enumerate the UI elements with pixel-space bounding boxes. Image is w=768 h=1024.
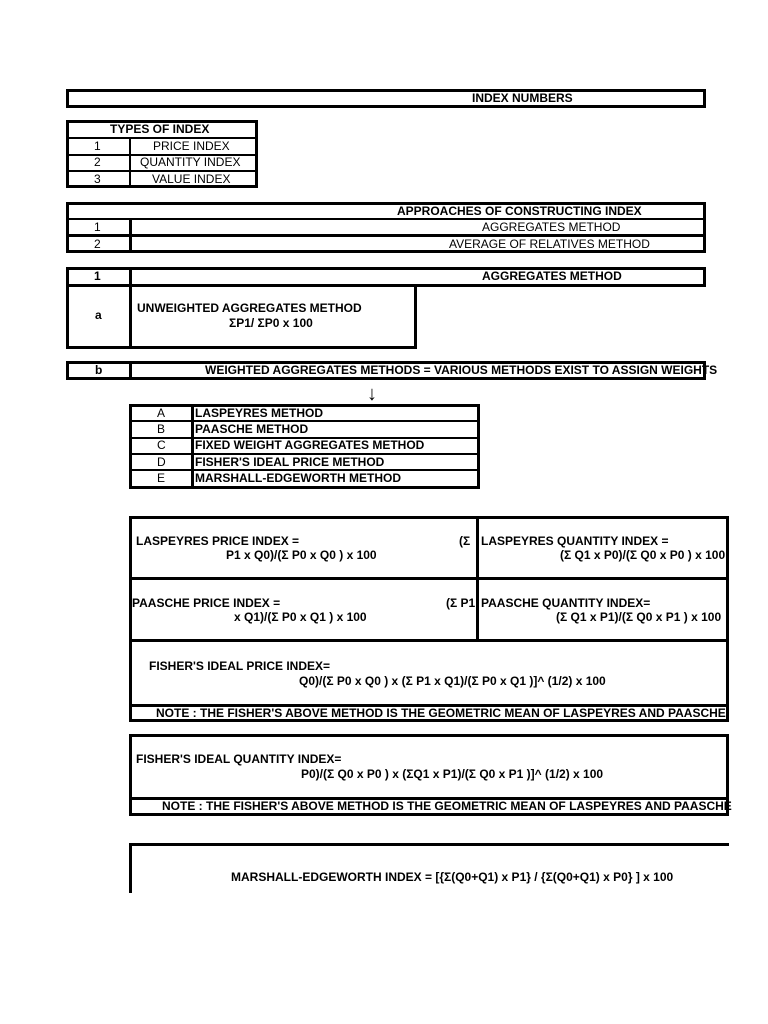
- approaches-num: 1: [94, 220, 101, 234]
- types-label: PRICE INDEX: [153, 139, 230, 153]
- title-bar: [66, 89, 706, 108]
- marshall-formula: MARSHALL-EDGEWORTH INDEX = [{Σ(Q0+Q1) x P1} / {Σ(Q0+Q1) x P0} ] x 100: [231, 870, 674, 884]
- page-title: INDEX NUMBERS: [472, 91, 573, 105]
- unweighted-formula: ΣP1/ ΣP0 x 100: [229, 316, 313, 330]
- approaches-num: 2: [94, 237, 101, 251]
- types-num: 3: [94, 172, 101, 186]
- approaches-header: APPROACHES OF CONSTRUCTING INDEX: [397, 204, 642, 218]
- types-header: TYPES OF INDEX: [110, 122, 210, 136]
- method-name: PAASCHE METHOD: [195, 422, 309, 436]
- weighted-header: WEIGHTED AGGREGATES METHODS = VARIOUS METHODS EXIST TO ASSIGN WEIGHTS: [205, 363, 718, 377]
- method-letter: B: [157, 422, 166, 436]
- paasche-qty-title: PAASCHE QUANTITY INDEX=: [481, 596, 651, 610]
- paasche-price-formula: x Q1)/(Σ P0 x Q1 ) x 100: [234, 610, 367, 624]
- types-col-divider: [129, 137, 131, 187]
- approaches-col-divider: [129, 218, 132, 252]
- fisher-price-formula: Q0)/(Σ P0 x Q0 ) x (Σ P1 x Q1)/(Σ P0 x Q1 )]^ (1/2) x 100: [299, 674, 606, 688]
- laspeyres-price-sigma: (Σ: [459, 534, 471, 548]
- method-letter: D: [157, 455, 166, 469]
- laspeyres-price-formula: P1 x Q0)/(Σ P0 x Q0 ) x 100: [226, 548, 377, 562]
- method-letter: A: [157, 406, 166, 420]
- aggregates-header: AGGREGATES METHOD: [482, 269, 622, 283]
- fisher-qty-formula: P0)/(Σ Q0 x P0 ) x (ΣQ1 x P1)/(Σ Q0 x P1 )]^ (1/2) x 100: [301, 767, 604, 781]
- laspeyres-price-title: LASPEYRES PRICE INDEX =: [136, 534, 300, 548]
- fisher-price-note: NOTE : THE FISHER'S ABOVE METHOD IS THE GEOMETRIC MEAN OF LASPEYRES AND PAASCHE: [156, 706, 726, 720]
- paasche-price-title: PAASCHE PRICE INDEX =: [132, 596, 281, 610]
- method-name: MARSHALL-EDGEWORTH METHOD: [195, 471, 401, 485]
- types-label: QUANTITY INDEX: [140, 155, 241, 169]
- approaches-label: AGGREGATES METHOD: [482, 220, 621, 234]
- fisher-qty-title: FISHER'S IDEAL QUANTITY INDEX=: [136, 752, 342, 766]
- method-letter: E: [157, 471, 166, 485]
- types-num: 2: [94, 155, 101, 169]
- method-name: LASPEYRES METHOD: [195, 406, 324, 420]
- fisher-price-title: FISHER'S IDEAL PRICE INDEX=: [149, 659, 331, 673]
- down-arrow-icon: ↓: [367, 383, 377, 405]
- laspeyres-qty-title: LASPEYRES QUANTITY INDEX =: [481, 534, 669, 548]
- weighted-num: b: [95, 363, 103, 377]
- method-name: FIXED WEIGHT AGGREGATES METHOD: [195, 438, 425, 452]
- weighted-col-divider: [129, 361, 132, 380]
- marshall-left-border: [129, 843, 132, 893]
- unweighted-title: UNWEIGHTED AGGREGATES METHOD: [137, 301, 362, 315]
- methods-col-divider: [191, 404, 194, 488]
- grid-row-divider: [129, 577, 729, 580]
- method-letter: C: [157, 438, 166, 452]
- unweighted-col-divider: [129, 284, 132, 349]
- types-label: VALUE INDEX: [152, 172, 231, 186]
- fisher-qty-note: NOTE : THE FISHER'S ABOVE METHOD IS THE GEOMETRIC MEAN OF LASPEYRES AND PAASCHE: [162, 799, 732, 813]
- types-num: 1: [94, 139, 101, 153]
- unweighted-label: a: [95, 308, 102, 322]
- marshall-top-border: [129, 843, 729, 846]
- paasche-qty-formula: (Σ Q1 x P1)/(Σ Q0 x P1 ) x 100: [556, 610, 722, 624]
- laspeyres-qty-formula: (Σ Q1 x P0)/(Σ Q0 x P0 ) x 100: [560, 548, 726, 562]
- method-name: FISHER'S IDEAL PRICE METHOD: [195, 455, 385, 469]
- aggregates-num: 1: [94, 269, 101, 283]
- approaches-label: AVERAGE OF RELATIVES METHOD: [449, 237, 650, 251]
- paasche-price-sigma: (Σ P1: [446, 596, 476, 610]
